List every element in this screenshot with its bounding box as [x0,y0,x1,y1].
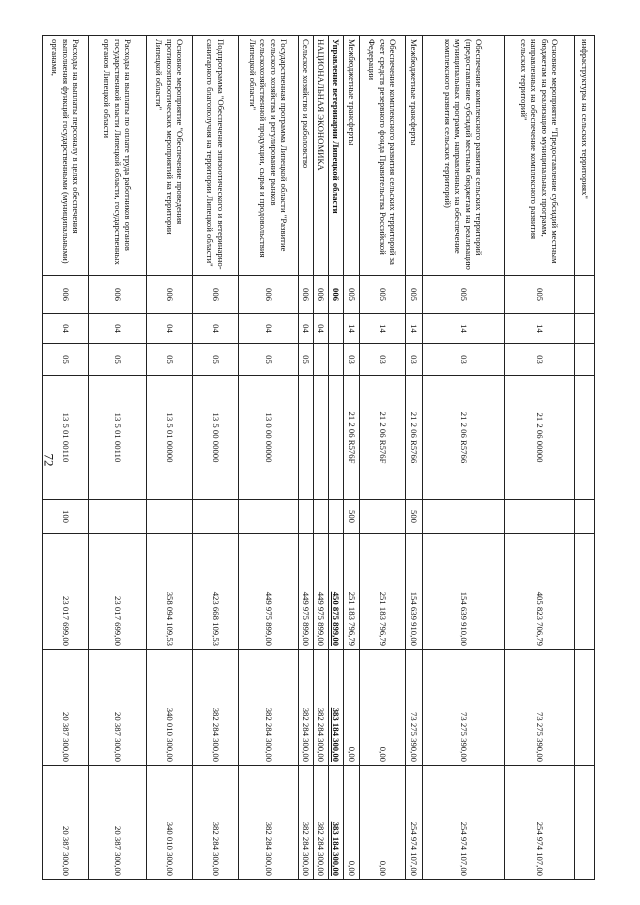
budget-table-wrapper [50,35,595,879]
table-row [43,36,89,880]
cell-amount-year-2: 20 387 300,00 [43,650,89,766]
cell-ministry-code: 005 [360,276,406,314]
table-row [344,36,360,880]
cell-amount-year-2: 73 275 390,00 [505,650,575,766]
cell-expense-type [360,500,406,534]
table-row [575,36,595,880]
cell-section: 14 [360,314,406,344]
table-row [239,36,299,880]
cell-section: 14 [505,314,575,344]
budget-table-body [43,36,595,880]
cell-ministry-code: 005 [505,276,575,314]
cell-subsection: 03 [344,344,360,376]
cell-amount-year-3: 382 284 300,00 [299,766,314,880]
cell-amount-year-1: 154 639 910,00 [423,534,505,650]
cell-section: 04 [43,314,89,344]
cell-expense-type [239,500,299,534]
cell-amount-year-2: 383 184 300,00 [329,650,344,766]
page-number: 72 [41,453,57,467]
table-row [89,36,147,880]
cell-name: Государственная программа Липецкой области "Развитие сельского хозяйства и регулирование рынков сельскохозяйственной продукции, сырья и продовольствия Липецкой области" [239,36,299,276]
cell-expense-type [575,500,595,534]
table-row [314,36,329,880]
cell-expense-type [89,500,147,534]
cell-name: Основное мероприятие "Обеспечение проведения противоэпизоотических мероприятий на территории Липецкой области" [147,36,193,276]
cell-target-article [299,376,314,500]
cell-subsection: 05 [89,344,147,376]
cell-amount-year-1: 449 975 899,00 [314,534,329,650]
cell-expense-type: 500 [406,500,423,534]
cell-name: Обеспечение комплексного развития сельских территорий за счет средств резервного фонда Правительства Российской Федерации [360,36,406,276]
cell-ministry-code: 006 [43,276,89,314]
cell-section: 14 [423,314,505,344]
cell-expense-type [329,500,344,534]
cell-amount-year-3: 254 974 107,00 [423,766,505,880]
cell-amount-year-2: 382 284 300,00 [193,650,239,766]
cell-target-article: 21 2 06 R5766 [406,376,423,500]
cell-section [575,314,595,344]
cell-name: Подпрограмма "Обеспечение эпизоотического и ветеринарно-санитарного благополучия на территории Липецкой области" [193,36,239,276]
cell-amount-year-1: 251 183 796,79 [360,534,406,650]
cell-subsection [575,344,595,376]
cell-amount-year-3: 20 387 300,00 [89,766,147,880]
cell-ministry-code: 006 [329,276,344,314]
table-row [360,36,406,880]
cell-ministry-code: 005 [406,276,423,314]
cell-target-article: 21 2 06 00000 [505,376,575,500]
cell-amount-year-3: 0,00 [344,766,360,880]
cell-name: Управление ветеринарии Липецкой области [329,36,344,276]
cell-ministry-code [575,276,595,314]
cell-target-article: 21 2 06 R5766 [423,376,505,500]
cell-subsection: 05 [147,344,193,376]
cell-subsection: 03 [360,344,406,376]
cell-amount-year-3: 340 010 300,00 [147,766,193,880]
cell-subsection: 05 [239,344,299,376]
cell-ministry-code: 006 [89,276,147,314]
cell-subsection: 03 [406,344,423,376]
cell-amount-year-1: 423 668 109,53 [193,534,239,650]
table-row [423,36,505,880]
cell-ministry-code: 005 [423,276,505,314]
cell-target-article: 13 5 00 00000 [193,376,239,500]
cell-section: 14 [406,314,423,344]
cell-section [329,314,344,344]
cell-section: 04 [89,314,147,344]
cell-subsection: 05 [193,344,239,376]
cell-section: 04 [193,314,239,344]
cell-amount-year-3: 20 387 300,00 [43,766,89,880]
cell-subsection: 05 [299,344,314,376]
cell-amount-year-2: 382 284 300,00 [299,650,314,766]
cell-subsection: 03 [423,344,505,376]
cell-amount-year-3: 382 284 300,00 [193,766,239,880]
cell-amount-year-1: 449 975 899,00 [299,534,314,650]
cell-expense-type [147,500,193,534]
cell-subsection: 05 [43,344,89,376]
cell-name: Межбюджетные трансферты [344,36,360,276]
table-row [329,36,344,880]
cell-amount-year-3: 254 974 107,00 [505,766,575,880]
cell-expense-type [505,500,575,534]
cell-name: инфраструктуры на сельских территориях" [575,36,595,276]
cell-amount-year-1: 23 017 699,00 [89,534,147,650]
cell-ministry-code: 006 [299,276,314,314]
cell-amount-year-1: 450 875 899,00 [329,534,344,650]
cell-amount-year-2: 382 284 300,00 [314,650,329,766]
cell-ministry-code: 006 [147,276,193,314]
cell-expense-type [299,500,314,534]
table-row [147,36,193,880]
cell-expense-type [314,500,329,534]
cell-name: Обеспечение комплексного развития сельских территорий (предоставление субсидий местным бюджетам на реализацию муниципальных программ, направленных на обеспечение комплексного развития сельских территорий) [423,36,505,276]
cell-name: Основное мероприятие "Предоставление субсидий местным бюджетам на реализацию муниципальных программ, направленных на обеспечение комплексного развития сельских территорий" [505,36,575,276]
table-row [505,36,575,880]
cell-amount-year-1: 251 183 796,79 [344,534,360,650]
cell-amount-year-2 [575,650,595,766]
cell-name: Расходы на выплаты по оплате труда работников органов государственной власти Липецкой области, государственных органов Липецкой области [89,36,147,276]
cell-section: 14 [344,314,360,344]
cell-target-article: 13 5 01 00110 [43,376,89,500]
cell-name: Сельское хозяйство и рыболовство [299,36,314,276]
cell-amount-year-2: 73 275 390,00 [423,650,505,766]
cell-amount-year-2: 382 284 300,00 [239,650,299,766]
cell-expense-type [193,500,239,534]
cell-target-article: 13 0 00 00000 [239,376,299,500]
table-row [406,36,423,880]
cell-target-article [329,376,344,500]
cell-amount-year-1: 358 094 109,53 [147,534,193,650]
cell-target-article [314,376,329,500]
cell-amount-year-2: 20 387 300,00 [89,650,147,766]
cell-amount-year-1: 405 823 706,79 [505,534,575,650]
cell-expense-type [423,500,505,534]
cell-name: Расходы на выплаты персоналу в целях обеспечения выполнения функций государственными (муниципальными) органами, [43,36,89,276]
cell-subsection: 03 [505,344,575,376]
cell-amount-year-3: 0,00 [360,766,406,880]
cell-amount-year-1: 23 017 699,00 [43,534,89,650]
cell-ministry-code: 006 [193,276,239,314]
cell-section: 04 [147,314,193,344]
cell-section: 04 [299,314,314,344]
cell-amount-year-1: 154 639 910,00 [406,534,423,650]
cell-ministry-code: 006 [314,276,329,314]
cell-section: 04 [239,314,299,344]
budget-table-rotated [50,35,595,879]
cell-amount-year-2: 340 010 300,00 [147,650,193,766]
cell-target-article: 13 5 01 00110 [89,376,147,500]
cell-subsection [314,344,329,376]
cell-amount-year-2: 0,00 [344,650,360,766]
cell-amount-year-2: 73 275 390,00 [406,650,423,766]
cell-target-article: 21 2 06 R576F [344,376,360,500]
cell-subsection [329,344,344,376]
cell-name: Межбюджетные трансферты [406,36,423,276]
cell-amount-year-2: 0,00 [360,650,406,766]
cell-expense-type: 500 [344,500,360,534]
cell-name: НАЦИОНАЛЬНАЯ ЭКОНОМИКА [314,36,329,276]
budget-table [42,35,595,880]
cell-amount-year-3: 382 284 300,00 [314,766,329,880]
cell-amount-year-3: 383 184 300,00 [329,766,344,880]
cell-amount-year-3: 382 284 300,00 [239,766,299,880]
cell-ministry-code: 005 [344,276,360,314]
table-row [299,36,314,880]
cell-amount-year-3 [575,766,595,880]
cell-amount-year-3: 254 974 107,00 [406,766,423,880]
cell-section: 04 [314,314,329,344]
table-row [193,36,239,880]
cell-amount-year-1 [575,534,595,650]
cell-amount-year-1: 449 975 899,00 [239,534,299,650]
cell-target-article: 21 2 06 R576F [360,376,406,500]
cell-target-article: 13 5 01 00000 [147,376,193,500]
cell-expense-type: 100 [43,500,89,534]
cell-ministry-code: 006 [239,276,299,314]
cell-target-article [575,376,595,500]
